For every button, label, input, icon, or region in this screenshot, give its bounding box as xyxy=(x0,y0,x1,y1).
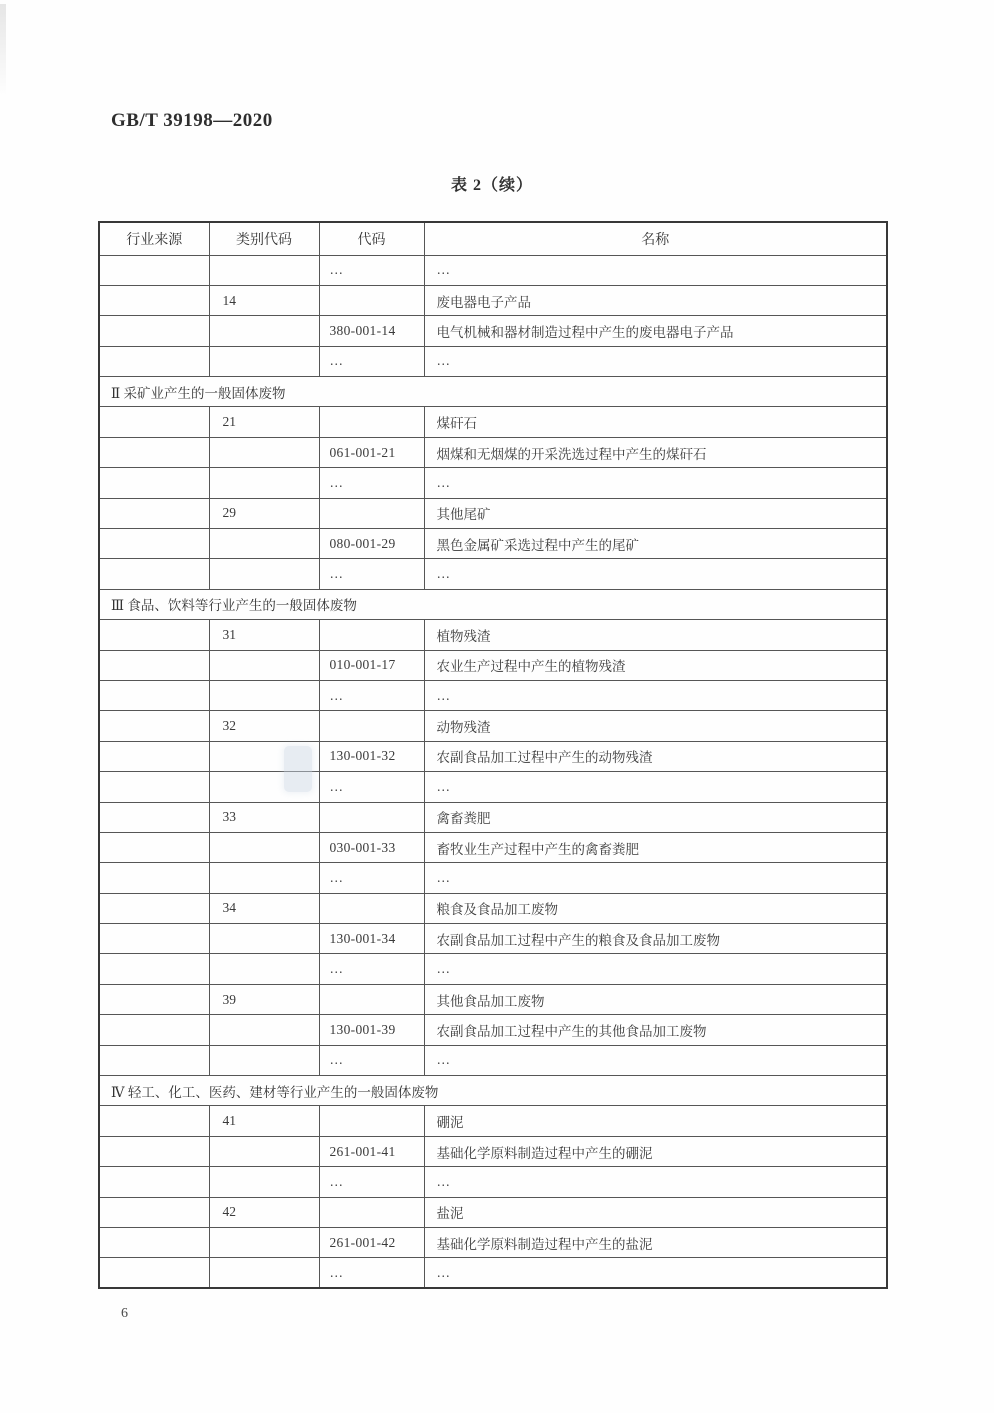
category-code-cell xyxy=(209,1015,319,1045)
table-row xyxy=(99,802,887,832)
table-row xyxy=(99,711,887,741)
code-cell: 130-001-34 xyxy=(319,924,424,954)
industry-cell xyxy=(99,711,209,741)
name-cell: 硼泥 xyxy=(424,1106,887,1136)
industry-cell xyxy=(99,924,209,954)
code-cell: 130-001-39 xyxy=(319,1015,424,1045)
table-row xyxy=(99,1106,887,1136)
category-code-cell: 21 xyxy=(209,407,319,437)
name-cell: 电气机械和器材制造过程中产生的废电器电子产品 xyxy=(424,316,887,346)
table-row xyxy=(99,316,887,346)
category-code-cell: 34 xyxy=(209,893,319,923)
name-cell: … xyxy=(424,863,887,893)
industry-cell xyxy=(99,832,209,862)
table-row xyxy=(99,1228,887,1258)
name-cell: 基础化学原料制造过程中产生的盐泥 xyxy=(424,1228,887,1258)
standard-number: GB/T 39198—2020 xyxy=(111,110,273,131)
category-code-cell: 39 xyxy=(209,984,319,1014)
industry-cell xyxy=(99,559,209,589)
code-cell: … xyxy=(319,559,424,589)
code-cell xyxy=(319,620,424,650)
table-row xyxy=(99,984,887,1014)
name-cell: 黑色金属矿采选过程中产生的尾矿 xyxy=(424,529,887,559)
industry-cell xyxy=(99,680,209,710)
name-cell: … xyxy=(424,468,887,498)
code-cell xyxy=(319,984,424,1014)
category-code-cell xyxy=(209,1228,319,1258)
table-row xyxy=(99,346,887,376)
industry-cell xyxy=(99,437,209,467)
table-row xyxy=(99,559,887,589)
code-cell: 030-001-33 xyxy=(319,832,424,862)
category-code-cell: 32 xyxy=(209,711,319,741)
table-row xyxy=(99,1167,887,1197)
category-code-cell xyxy=(209,255,319,285)
section-row xyxy=(99,377,887,407)
name-cell: 废电器电子产品 xyxy=(424,285,887,315)
industry-cell xyxy=(99,1106,209,1136)
code-cell xyxy=(319,802,424,832)
code-cell xyxy=(319,893,424,923)
code-cell: … xyxy=(319,255,424,285)
category-code-cell xyxy=(209,316,319,346)
category-code-cell xyxy=(209,437,319,467)
name-cell: 农副食品加工过程中产生的动物残渣 xyxy=(424,741,887,771)
table-row xyxy=(99,772,887,802)
name-cell: 植物残渣 xyxy=(424,620,887,650)
code-cell: … xyxy=(319,680,424,710)
section-label-cell: Ⅳ 轻工、化工、医药、建材等行业产生的一般固体废物 xyxy=(99,1076,887,1106)
name-cell: 农副食品加工过程中产生的其他食品加工废物 xyxy=(424,1015,887,1045)
code-cell: … xyxy=(319,954,424,984)
code-cell xyxy=(319,711,424,741)
header-name: 名称 xyxy=(424,222,887,255)
name-cell: 农副食品加工过程中产生的粮食及食品加工废物 xyxy=(424,924,887,954)
table-row xyxy=(99,468,887,498)
waste-classification-table xyxy=(98,221,888,1289)
industry-cell xyxy=(99,407,209,437)
category-code-cell xyxy=(209,680,319,710)
name-cell: … xyxy=(424,255,887,285)
name-cell: 禽畜粪肥 xyxy=(424,802,887,832)
table-row xyxy=(99,1197,887,1227)
category-code-cell xyxy=(209,346,319,376)
industry-cell xyxy=(99,1197,209,1227)
table-row xyxy=(99,1136,887,1166)
table-header-row xyxy=(99,222,887,255)
name-cell: … xyxy=(424,772,887,802)
industry-cell xyxy=(99,468,209,498)
industry-cell xyxy=(99,1045,209,1075)
table-row xyxy=(99,1045,887,1075)
code-cell: … xyxy=(319,863,424,893)
name-cell: … xyxy=(424,346,887,376)
category-code-cell xyxy=(209,1258,319,1288)
table-row xyxy=(99,407,887,437)
category-code-cell: 33 xyxy=(209,802,319,832)
header-industry-source: 行业来源 xyxy=(99,222,209,255)
name-cell: 基础化学原料制造过程中产生的硼泥 xyxy=(424,1136,887,1166)
industry-cell xyxy=(99,529,209,559)
industry-cell xyxy=(99,1136,209,1166)
scan-edge-smudge xyxy=(0,4,6,96)
industry-cell xyxy=(99,650,209,680)
name-cell: 畜牧业生产过程中产生的禽畜粪肥 xyxy=(424,832,887,862)
category-code-cell xyxy=(209,832,319,862)
code-cell: 261-001-41 xyxy=(319,1136,424,1166)
table-row xyxy=(99,863,887,893)
industry-cell xyxy=(99,1258,209,1288)
section-label-cell: Ⅲ 食品、饮料等行业产生的一般固体废物 xyxy=(99,589,887,619)
table-row xyxy=(99,620,887,650)
category-code-cell xyxy=(209,650,319,680)
section-row xyxy=(99,589,887,619)
category-code-cell xyxy=(209,468,319,498)
name-cell: … xyxy=(424,559,887,589)
industry-cell xyxy=(99,346,209,376)
category-code-cell: 29 xyxy=(209,498,319,528)
industry-cell xyxy=(99,893,209,923)
table-row xyxy=(99,437,887,467)
table-row xyxy=(99,285,887,315)
watermark-icon xyxy=(284,746,312,792)
category-code-cell xyxy=(209,954,319,984)
category-code-cell: 41 xyxy=(209,1106,319,1136)
header-category-code: 类别代码 xyxy=(209,222,319,255)
category-code-cell xyxy=(209,863,319,893)
name-cell: 烟煤和无烟煤的开采洗选过程中产生的煤矸石 xyxy=(424,437,887,467)
table-row xyxy=(99,924,887,954)
code-cell xyxy=(319,498,424,528)
category-code-cell xyxy=(209,1045,319,1075)
name-cell: 农业生产过程中产生的植物残渣 xyxy=(424,650,887,680)
category-code-cell xyxy=(209,1136,319,1166)
table-row xyxy=(99,954,887,984)
code-cell: 010-001-17 xyxy=(319,650,424,680)
page-number: 6 xyxy=(121,1306,128,1321)
table-row xyxy=(99,893,887,923)
industry-cell xyxy=(99,1015,209,1045)
code-cell xyxy=(319,1106,424,1136)
name-cell: 动物残渣 xyxy=(424,711,887,741)
industry-cell xyxy=(99,285,209,315)
industry-cell xyxy=(99,498,209,528)
name-cell: 盐泥 xyxy=(424,1197,887,1227)
code-cell: … xyxy=(319,346,424,376)
code-cell: 061-001-21 xyxy=(319,437,424,467)
name-cell: … xyxy=(424,1167,887,1197)
industry-cell xyxy=(99,620,209,650)
industry-cell xyxy=(99,863,209,893)
code-cell xyxy=(319,1197,424,1227)
table-row xyxy=(99,650,887,680)
category-code-cell xyxy=(209,1167,319,1197)
category-code-cell: 14 xyxy=(209,285,319,315)
industry-cell xyxy=(99,802,209,832)
code-cell xyxy=(319,407,424,437)
industry-cell xyxy=(99,954,209,984)
code-cell: … xyxy=(319,1258,424,1288)
name-cell: 粮食及食品加工废物 xyxy=(424,893,887,923)
code-cell: … xyxy=(319,772,424,802)
name-cell: 其他尾矿 xyxy=(424,498,887,528)
industry-cell xyxy=(99,1167,209,1197)
industry-cell xyxy=(99,772,209,802)
code-cell: … xyxy=(319,1045,424,1075)
table-row xyxy=(99,498,887,528)
code-cell: 080-001-29 xyxy=(319,529,424,559)
category-code-cell: 31 xyxy=(209,620,319,650)
table-row xyxy=(99,832,887,862)
industry-cell xyxy=(99,984,209,1014)
name-cell: … xyxy=(424,954,887,984)
category-code-cell xyxy=(209,529,319,559)
table-row xyxy=(99,741,887,771)
section-label-cell: Ⅱ 采矿业产生的一般固体废物 xyxy=(99,377,887,407)
category-code-cell xyxy=(209,924,319,954)
industry-cell xyxy=(99,316,209,346)
code-cell xyxy=(319,285,424,315)
industry-cell xyxy=(99,255,209,285)
category-code-cell: 42 xyxy=(209,1197,319,1227)
industry-cell xyxy=(99,741,209,771)
table-row xyxy=(99,255,887,285)
table-row xyxy=(99,1015,887,1045)
table-row xyxy=(99,529,887,559)
table-row xyxy=(99,680,887,710)
code-cell: 130-001-32 xyxy=(319,741,424,771)
name-cell: 其他食品加工废物 xyxy=(424,984,887,1014)
industry-cell xyxy=(99,1228,209,1258)
code-cell: … xyxy=(319,468,424,498)
name-cell: … xyxy=(424,1045,887,1075)
section-row xyxy=(99,1076,887,1106)
table-row xyxy=(99,1258,887,1288)
code-cell: 261-001-42 xyxy=(319,1228,424,1258)
table-title: 表 2（续） xyxy=(450,177,533,194)
name-cell: … xyxy=(424,1258,887,1288)
code-cell: 380-001-14 xyxy=(319,316,424,346)
code-cell: … xyxy=(319,1167,424,1197)
name-cell: 煤矸石 xyxy=(424,407,887,437)
category-code-cell xyxy=(209,559,319,589)
header-code: 代码 xyxy=(319,222,424,255)
name-cell: … xyxy=(424,680,887,710)
